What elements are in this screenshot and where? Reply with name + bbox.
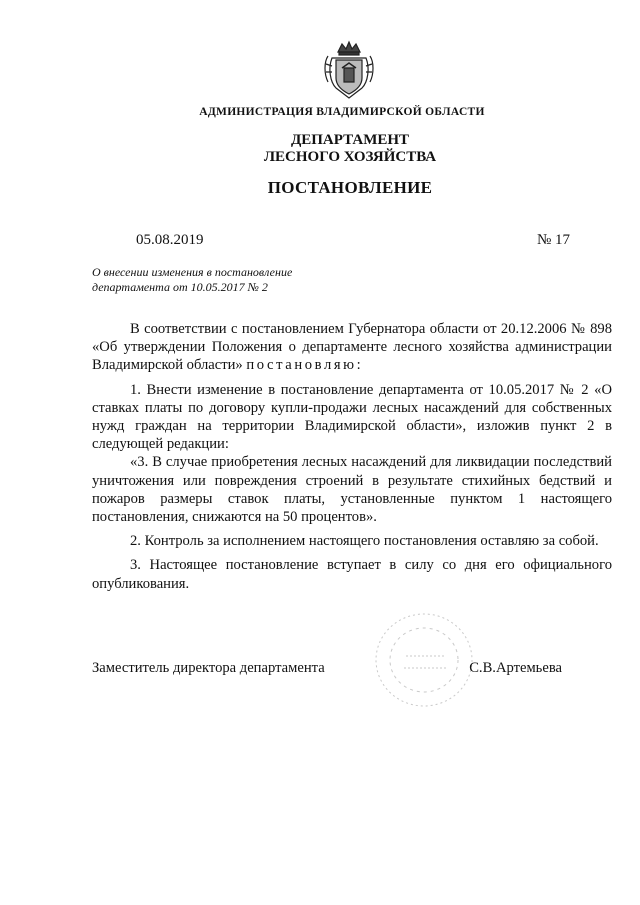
intro-paragraph bbox=[92, 320, 612, 375]
resolve-word: постановляю: bbox=[246, 357, 364, 374]
intro-text: В соответствии с постановлением Губернатора области от 20.12.2006 № 898 «Об утверждении Положения о департаменте лесного хозяйства администрации Владимирской области» bbox=[92, 321, 612, 374]
item-1-paragraph: 1. Внести изменение в постановление департамента от 10.05.2017 № 2 «О ставках платы по договору купли-продажи лесных насаждений для собственных нужд граждан на территории Владимирской области», изложив пункт 2 в следующей редакции: bbox=[92, 381, 612, 453]
document-body bbox=[92, 320, 612, 599]
department-line-1: ДЕПАРТАМЕНТ bbox=[290, 132, 410, 148]
coat-of-arms-icon bbox=[322, 38, 376, 102]
administration-name: АДМИНИСТРАЦИЯ ВЛАДИМИРСКОЙ ОБЛАСТИ bbox=[199, 106, 485, 118]
stamp-icon bbox=[354, 598, 504, 718]
item-1-quote-paragraph: «3. В случае приобретения лесных насаждений для ликвидации последствий уничтожения или повреждения строений в результате стихийных бедствий и пожаров размеры ставок платы, установленные пунктом 1 настоящего постановления, снижаются на 50 процентов». bbox=[92, 454, 612, 526]
document-subject bbox=[92, 265, 292, 295]
signature-name: С.В.Артемьева bbox=[469, 660, 562, 676]
item-2-paragraph: 2. Контроль за исполнением настоящего постановления оставляю за собой. bbox=[130, 533, 599, 550]
subject-line-1: О внесении изменения в постановление bbox=[92, 265, 293, 279]
item-3-paragraph: 3. Настоящее постановление вступает в силу со дня его официального опубликования. bbox=[92, 557, 612, 592]
document-date: 05.08.2019 bbox=[136, 232, 204, 248]
department-name bbox=[0, 132, 640, 166]
document-number: № 17 bbox=[536, 232, 570, 248]
department-line-2: ЛЕСНОГО ХОЗЯЙСТВА bbox=[263, 149, 437, 165]
subject-line-2: департамента от 10.05.2017 № 2 bbox=[92, 280, 268, 294]
signature-position: Заместитель директора департамента bbox=[92, 660, 325, 676]
document-type: ПОСТАНОВЛЕНИЕ bbox=[267, 178, 433, 197]
